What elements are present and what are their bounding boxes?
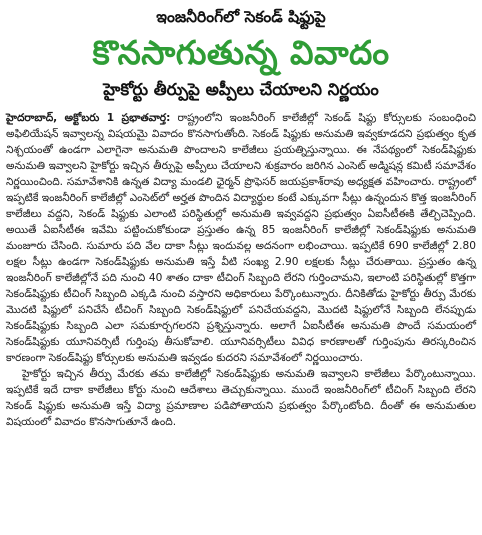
article-dateline: హైదరాబాద్, అక్టోబరు 1 ప్రభాతవార్త: xyxy=(6,112,171,124)
article-body xyxy=(6,110,476,430)
paragraph-2-text: హైకోర్టు ఇచ్చిన తీర్పు మేరకు తమ కాలేజీల్లో సెకండ్‌షిఫ్టుకు అనుమతి ఇవ్వాలని కాలేజీలు పేర్కొంటున్నాయి. ఇప్పటికే ఇదే దాకా కాలేజీలు కోర్టు నుంచి ఆదేశాలు తెచ్చుకున్నాయి. ముందే ఇంజనీరింగ్‌లో టీచింగ్ సిబ్బంది లేరని సెకండ్ షిఫ్టుకు అనుమతి ఇస్తే విద్యా ప్రమాణాల పడిపోతాయని ప్రభుత్వం పేర్కొంటోంది. దీంతో ఈ అనుమతుల విషయంలో వివాదం కొనసాగుతూనే ఉంది. xyxy=(6,368,476,428)
article-deck: హైకోర్టు తీర్పుపై అప్పీలు చేయాలని నిర్ణయం xyxy=(103,80,379,99)
article-kicker: ఇంజనీరింగ్‌లో సెకండ్ షిఫ్టుపై xyxy=(156,8,326,26)
paragraph-1-text: రాష్ట్రంలోని ఇంజనీరింగ్ కాలేజీల్లో సెకండ్ షిఫ్టు కోర్సులకు సంబంధించి అఫిలియేషన్ ఇవ్వాలన్న విషయమై వివాదం కొనసాగుతోంది. సెకండ్ షిఫ్టుకు అనుమతి ఇవ్వకూడదని ప్రభుత్వం కృత నిశ్చయంతో ఉండగా ఎలాగైనా అనుమతి పొందాలని కాలేజీలు ప్రయత్నిస్తున్నాయి. ఈ నేపథ్యంలో సెకండ్‌షిఫ్టుకు అనుమతి ఇవ్వాలని హైకోర్టు ఇచ్చిన తీర్పుపై అప్పీలు చేయాలని శుక్రవారం జరిగిన ఎంసెట్ అడ్మిషన్ల కమిటీ సమావేశం నిర్ణయించింది. సమావేశానికి ఉన్నత విద్యా మండలి ఛైర్మన్ ప్రొఫెసర్ జయప్రకాశ్‌రావు అధ్యక్షత వహించారు. రాష్ట్రంలో ఇప్పటికే ఇంజనీరింగ్ కాలేజీల్లో ఎంసెట్‌లో అర్హత పొందిన విద్యార్థుల కంటే ఎక్కువగా సీట్లు ఉన్నందున కొత్త ఇంజనీరింగ్ కాలేజీలు వద్దని, సెకండ్ షిఫ్టుకు ఎలాంటి పరిస్థితుల్లో అనుమతి ఇవ్వవద్దని ప్రభుత్వం ఏఐసీటీఈకి తేల్చిచెప్పింది. అయితే ఏఐసీటీఈ ఇవేమి పట్టించుకోకుండా ప్రస్తుతం ఉన్న 85 ఇంజనీరింగ్ కాలేజీల్లో సెకండ్‌షిఫ్టుకు అనుమతి మంజూరు చేసింది. సుమారు పది వేల దాకా సీట్లు ఇందువల్ల అదనంగా లభించాయి. ఇప్పటికే 690 కాలేజీల్లో 2.80 లక్షల సీట్లు ఉండగా సెకండ్‌షిఫ్టుకు అనుమతి ఇస్తే వీటి సంఖ్య 2.90 లక్షలకు సీట్లు చేరుతాయి. ప్రస్తుతం ఉన్న ఇంజనీరింగ్ కాలేజీల్లోనే పది నుంచి 40 శాతం దాకా టీచింగ్ సిబ్బంది లేరని గుర్తించామని, ఇలాంటి పరిస్థితుల్లో కొత్తగా సెకండ్‌షిఫ్టుకు టీచింగ్ సిబ్బంది ఎక్కడి నుంచి వస్తారని అధికారులు పేర్కొంటున్నారు. దీనికితోడు హైకోర్టు తీర్పు మేరకు మొదటి షిఫ్టులో పనిచేసే టీచింగ్ సిబ్బంది సెకండ్‌షిఫ్టులో పనిచేయవద్దని, మొదటి షిఫ్టులోనే సిబ్బంది లేనప్పుడు సెకండ్‌షిఫ్టుకు సిబ్బంది ఎలా సమకూర్చగలరని ప్రశ్నిస్తున్నారు. అలాగే ఏఐసీటీఈ అనుమతి పొందే సమయంలో సెకండ్‌షిఫ్టుకు యూనివర్సిటీ గుర్తింపు తీసుకోవాలి. యూనివర్సిటీలు వివిధ కారణాలతో గుర్తింపును తిరస్కరించిన కారణంగా సెకండ్‌షిఫ్టు కోర్సులకు అనుమతి ఇవ్వడం కుదరని సమావేశంలో నిర్ణయించారు. xyxy=(6,112,476,364)
paragraph-1 xyxy=(6,110,476,366)
paragraph-2 xyxy=(6,366,476,430)
article-headline: కొనసాగుతున్న వివాదం xyxy=(92,33,390,72)
